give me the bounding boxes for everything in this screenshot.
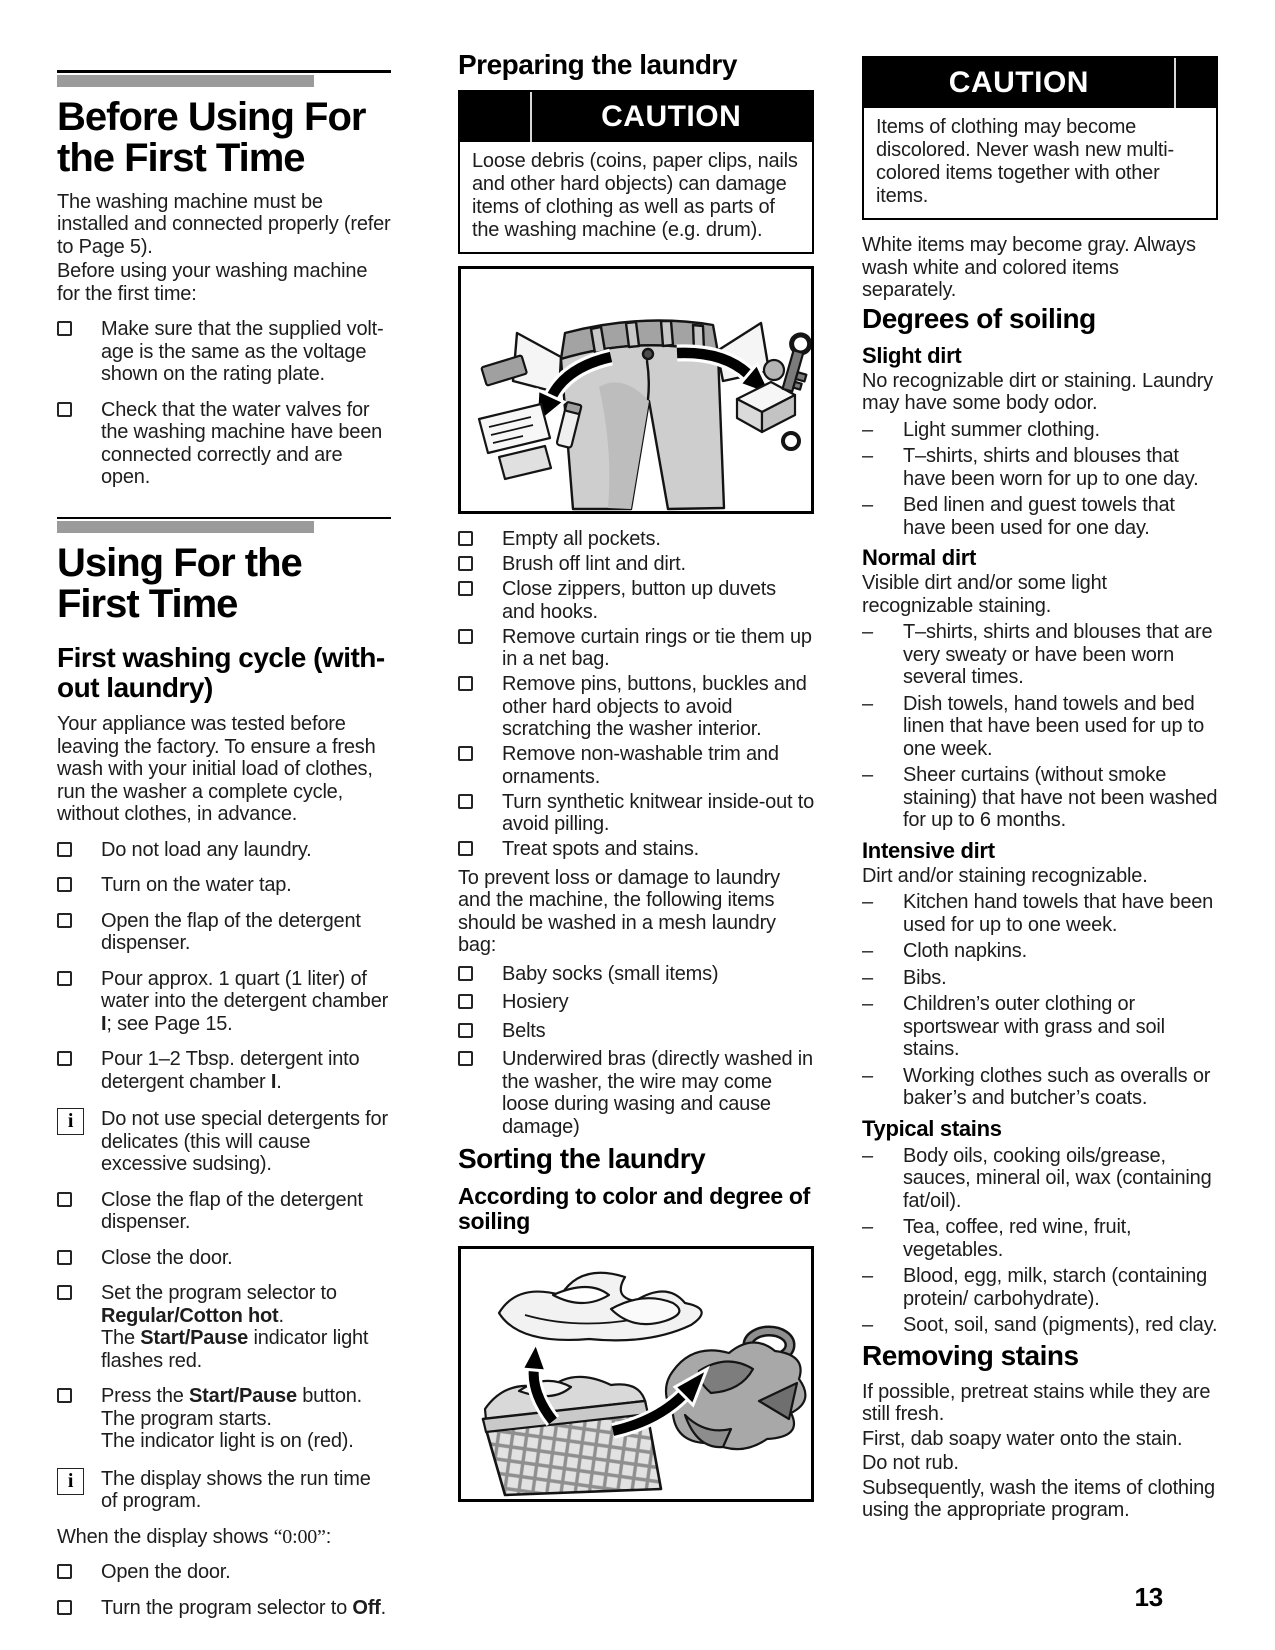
dash-icon: – bbox=[862, 993, 873, 1015]
checklist bbox=[57, 839, 391, 1094]
checkbox-icon bbox=[458, 629, 473, 644]
check-item: Empty all pockets. bbox=[458, 528, 814, 551]
dash-item: – T–shirts, shirts and blouses that have been worn for up to one day. bbox=[862, 445, 1199, 490]
checkbox-icon bbox=[57, 1250, 72, 1265]
dash-list bbox=[862, 1145, 1218, 1337]
checkbox-icon bbox=[57, 1051, 72, 1066]
rule-gray-bar bbox=[57, 75, 314, 87]
caution-text: Items of clothing may become discolored. Never wash new multi-colored items together with other items. bbox=[876, 116, 1174, 207]
checkbox-icon bbox=[57, 842, 72, 857]
dash-item: – T–shirts, shirts and blouses that are very sweaty or have been worn several times. bbox=[862, 621, 1213, 688]
section-rule bbox=[57, 70, 391, 87]
checklist bbox=[458, 963, 814, 1139]
info-icon: i bbox=[57, 1468, 84, 1495]
paragraph: Your appliance was tested before leaving the factory. To ensure a fresh wash with your initial load of clothes, run the washer a complete cycle, without clothes, in advance. bbox=[57, 713, 376, 825]
check-item: Treat spots and stains. bbox=[458, 838, 814, 861]
heading-first-washing-cycle: First washing cycle (without laundry) bbox=[57, 642, 386, 703]
dash-list bbox=[862, 621, 1218, 832]
checkbox-icon bbox=[458, 581, 473, 596]
caution-header bbox=[864, 58, 1216, 108]
check-item: Turn on the water tap. bbox=[57, 874, 391, 897]
checkbox-icon bbox=[458, 966, 473, 981]
column-left bbox=[57, 70, 391, 1632]
section-rule bbox=[57, 517, 391, 534]
check-item: Close zippers, button up duvets and hooks. bbox=[458, 578, 814, 623]
paragraph: The washing machine must be installed and connected properly (refer to Page 5). bbox=[57, 190, 391, 258]
check-item: Remove pins, buttons, buckles and other hard objects to avoid scratching the washer interior. bbox=[458, 673, 814, 741]
checkbox-icon bbox=[458, 676, 473, 691]
column-right bbox=[862, 56, 1218, 1524]
checkbox-icon bbox=[57, 1600, 72, 1615]
checkbox-icon bbox=[57, 402, 72, 417]
paragraph: Dirt and/or staining recognizable. bbox=[862, 864, 1148, 887]
checkbox-icon bbox=[57, 971, 72, 986]
check-item: Close the flap of the detergent dispenser. bbox=[57, 1189, 391, 1234]
dash-item: – Kitchen hand towels that have been used for up to one week. bbox=[862, 891, 1214, 936]
check-item: Turn the program selector to Off. bbox=[57, 1597, 391, 1620]
paragraph: White items may become gray. Always wash white and colored items separately. bbox=[862, 234, 1196, 301]
column-middle bbox=[458, 50, 814, 1516]
dash-icon: – bbox=[862, 494, 873, 516]
dash-item: – Light summer clothing. bbox=[862, 418, 1100, 441]
dash-item: – Children’s outer clothing or sportswear with grass and soil stains. bbox=[862, 993, 1165, 1060]
dash-item: – Bed linen and guest towels that have been used for one day. bbox=[862, 494, 1175, 539]
check-item: Do not load any laundry. bbox=[57, 839, 391, 862]
checkbox-icon bbox=[57, 1388, 72, 1403]
check-item: Baby socks (small items) bbox=[458, 963, 814, 986]
dash-icon: – bbox=[862, 445, 873, 467]
caution-box-loose-debris bbox=[458, 90, 814, 254]
dash-list bbox=[862, 891, 1218, 1110]
paragraph: Before using your washing machine for the first time: bbox=[57, 260, 368, 305]
dash-icon: – bbox=[862, 1265, 873, 1287]
check-item: Remove curtain rings or tie them up in a net bag. bbox=[458, 626, 814, 671]
rule-gray-bar bbox=[57, 521, 314, 533]
checkbox-icon bbox=[458, 841, 473, 856]
checkbox-icon bbox=[57, 913, 72, 928]
laundry-basket bbox=[483, 1377, 661, 1495]
checkbox-icon bbox=[57, 1285, 72, 1300]
paragraph: Visible dirt and/or some light recognizable staining. bbox=[862, 572, 1107, 617]
dash-item: – Body oils, cooking oils/grease, sauces, mineral oil, wax (containing fat/oil). bbox=[862, 1144, 1212, 1212]
check-item: Remove non-washable trim and ornaments. bbox=[458, 743, 814, 788]
empty-pockets-illustration bbox=[461, 269, 811, 511]
heading-sorting-laundry: Sorting the laundry bbox=[458, 1143, 706, 1174]
dash-icon: – bbox=[862, 1314, 873, 1336]
heading-removing-stains: Removing stains bbox=[862, 1339, 1079, 1371]
dash-icon: – bbox=[862, 1144, 873, 1167]
heading-intensive-dirt: Intensive dirt bbox=[862, 837, 995, 863]
caution-label: CAUTION bbox=[601, 99, 742, 133]
check-item: Turn synthetic knitwear inside-out to avoid pilling. bbox=[458, 791, 814, 836]
caution-header-divider bbox=[1174, 58, 1176, 108]
checkbox-icon bbox=[57, 1192, 72, 1207]
dash-item: – Tea, coffee, red wine, fruit, vegetables. bbox=[862, 1216, 1132, 1261]
white-laundry-pile bbox=[499, 1273, 702, 1341]
checkbox-icon bbox=[57, 1564, 72, 1579]
checkbox-icon bbox=[458, 746, 473, 761]
info-note: i The display shows the run time of program. bbox=[57, 1468, 391, 1513]
checkbox-icon bbox=[458, 556, 473, 571]
checkbox-icon bbox=[458, 531, 473, 546]
dash-item: – Dish towels, hand towels and bed linen that have been used for up to one week. bbox=[862, 692, 1205, 760]
checkbox-icon bbox=[458, 1023, 473, 1038]
heading-slight-dirt: Slight dirt bbox=[862, 342, 962, 368]
check-item: Set the program selector to Regular/Cotton hot. The Start/Pause indicator light flashes red. bbox=[57, 1282, 391, 1372]
paragraph: First, dab soapy water onto the stain. bbox=[862, 1427, 1183, 1450]
check-item: Belts bbox=[458, 1020, 814, 1043]
paragraph: Subsequently, wash the items of clothing using the appropriate program. bbox=[862, 1476, 1215, 1521]
pants bbox=[513, 321, 769, 510]
check-item: Pour 1–2 Tbsp. detergent into detergent chamber I. bbox=[57, 1048, 391, 1093]
heading-degrees-of-soiling: Degrees of soiling bbox=[862, 302, 1096, 334]
check-item: Close the door. bbox=[57, 1247, 391, 1270]
caution-box-discoloration bbox=[862, 56, 1218, 220]
dash-icon: – bbox=[862, 418, 873, 441]
heading-normal-dirt: Normal dirt bbox=[862, 545, 977, 570]
checklist bbox=[458, 528, 814, 861]
sorting-illustration bbox=[461, 1249, 811, 1499]
checkbox-icon bbox=[458, 794, 473, 809]
checkbox-icon bbox=[57, 321, 72, 336]
heading-according-color: According to color and degree of soiling bbox=[458, 1183, 811, 1234]
check-item: Make sure that the supplied voltage is the same as the voltage shown on the rating plate. bbox=[57, 318, 391, 386]
paragraph: Do not rub. bbox=[862, 1452, 959, 1474]
check-item: Pour approx. 1 quart (1 liter) of water into the detergent chamber I; see Page 15. bbox=[57, 968, 391, 1036]
caution-text: Loose debris (coins, paper clips, nails and other hard objects) can damage items of clothing as well as parts of the washing machine (e.g. drum). bbox=[472, 150, 798, 241]
caution-header bbox=[460, 92, 812, 142]
rule-line bbox=[57, 517, 391, 520]
check-item: Check that the water valves for the washing machine have been connected correctly and are open. bbox=[57, 399, 391, 489]
dash-icon: – bbox=[862, 940, 873, 962]
figure-sorting-laundry bbox=[458, 1246, 814, 1502]
dash-icon: – bbox=[862, 891, 873, 913]
dash-icon: – bbox=[862, 764, 873, 786]
check-item: Brush off lint and dirt. bbox=[458, 553, 814, 576]
dash-item: – Cloth napkins. bbox=[862, 940, 1027, 962]
checklist bbox=[57, 1561, 391, 1619]
heading-typical-stains: Typical stains bbox=[862, 1115, 1002, 1141]
heading-using-first-time: Using For the First Time bbox=[57, 541, 302, 626]
check-item: Open the door. bbox=[57, 1561, 391, 1584]
checklist bbox=[57, 318, 391, 489]
checklist bbox=[57, 1189, 391, 1453]
dash-icon: – bbox=[862, 966, 873, 989]
when-display-line: When the display shows “0:00”: bbox=[57, 1525, 332, 1548]
dash-icon: – bbox=[862, 621, 873, 643]
checkbox-icon bbox=[458, 1051, 473, 1066]
heading-before-using: Before Using For the First Time bbox=[57, 94, 366, 180]
paragraph: To prevent loss or damage to laundry and the machine, the following items should be washed in a mesh laundry bag: bbox=[458, 866, 780, 956]
check-item: Open the flap of the detergent dispenser. bbox=[57, 910, 391, 955]
dash-item: – Blood, egg, milk, starch (containing protein/ carbohydrate). bbox=[862, 1265, 1208, 1310]
dash-icon: – bbox=[862, 1216, 873, 1238]
heading-preparing-laundry: Preparing the laundry bbox=[458, 49, 737, 80]
display-time-value: “0:00” bbox=[273, 1525, 326, 1548]
dash-item: – Bibs. bbox=[862, 966, 947, 989]
dash-item: – Sheer curtains (without smoke staining) that have not been washed for up to 6 months. bbox=[862, 764, 1218, 831]
page-number: 13 bbox=[1134, 1581, 1163, 1612]
dash-icon: – bbox=[862, 692, 873, 715]
paragraph: If possible, pretreat stains while they are still fresh. bbox=[862, 1380, 1211, 1425]
dash-item: – Soot, soil, sand (pigments), red clay. bbox=[862, 1314, 1218, 1336]
checkbox-icon bbox=[57, 877, 72, 892]
check-item: Underwired bras (directly washed in the washer, the wire may come loose during wasing and cause damage) bbox=[458, 1048, 814, 1138]
checkbox-icon bbox=[458, 994, 473, 1009]
dash-item: – Working clothes such as overalls or baker’s and butcher’s coats. bbox=[862, 1064, 1211, 1109]
figure-empty-pockets bbox=[458, 266, 814, 514]
dash-icon: – bbox=[862, 1064, 873, 1087]
info-icon: i bbox=[57, 1108, 84, 1135]
info-note: i Do not use special detergents for delicates (this will cause excessive sudsing). bbox=[57, 1108, 391, 1176]
caution-label: CAUTION bbox=[948, 65, 1089, 99]
check-item: Hosiery bbox=[458, 991, 814, 1014]
paragraph: No recognizable dirt or staining. Laundry may have some body odor. bbox=[862, 369, 1213, 414]
dash-list bbox=[862, 419, 1218, 540]
rule-line bbox=[57, 70, 391, 73]
check-item: Press the Start/Pause button. The program starts. The indicator light is on (red). bbox=[57, 1385, 391, 1453]
